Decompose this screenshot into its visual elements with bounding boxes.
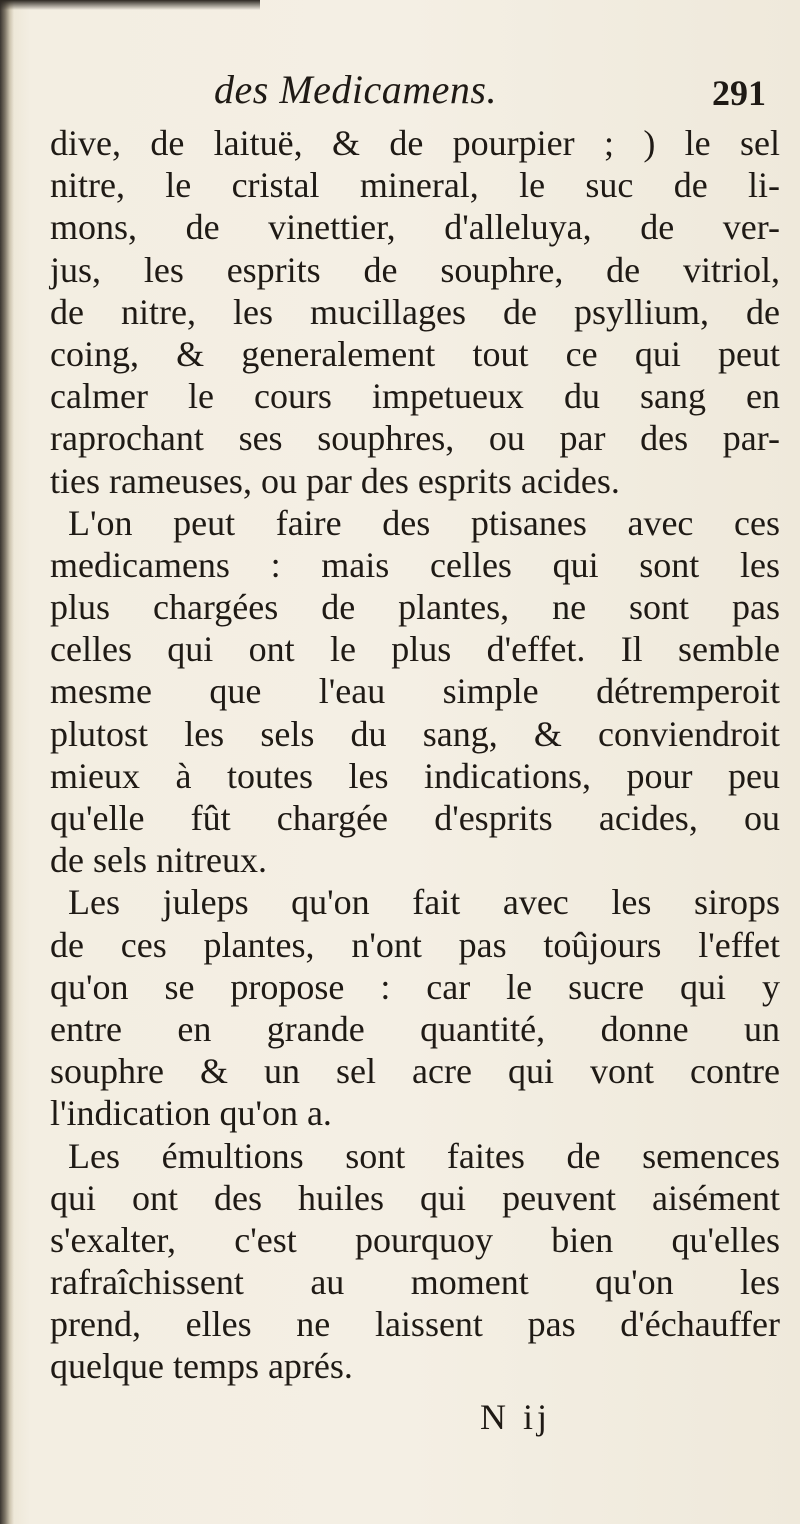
text-line: mieux à toutes les indications, pour peu: [50, 755, 780, 796]
text-line: rafraîchissent au moment qu'on les: [50, 1262, 780, 1303]
text-line: qui ont des huiles qui peuvent aisément: [50, 1177, 780, 1218]
text-line: prend, elles ne laissent pas d'échauffer: [50, 1304, 780, 1345]
text-line: plutost les sels du sang, & conviendroit: [50, 713, 780, 754]
text-line: coing, & generalement tout ce qui peut: [50, 333, 780, 374]
running-title: des Medicamens.: [214, 67, 497, 112]
text-line: ties rameuses, ou par des esprits acides.: [50, 460, 620, 501]
binding-edge: [0, 0, 14, 1524]
text-line: plus chargées de plantes, ne sont pas: [50, 587, 780, 628]
text-line: qu'elle fût chargée d'esprits acides, ou: [50, 798, 780, 838]
text-line: nitre, le cristal mineral, le suc de li-: [50, 165, 780, 206]
text-line: Les émultions sont faites de semences: [68, 1135, 780, 1176]
text-line: de sels nitreux.: [50, 840, 267, 881]
text-line: quelque temps aprés.: [50, 1346, 353, 1387]
text-line: mesme que l'eau simple détremperoit: [50, 671, 780, 712]
text-line: dive, de laituë, & de pourpier ; ) le sel: [50, 123, 780, 163]
text-line: medicamens : mais celles qui sont les: [50, 544, 780, 585]
text-line: qu'on se propose : car le sucre qui y: [50, 966, 780, 1007]
text-line: jus, les esprits de souphre, de vitriol,: [50, 249, 780, 290]
text-line: s'exalter, c'est pourquoy bien qu'elles: [50, 1219, 780, 1260]
signature-mark: N ij: [480, 1397, 552, 1437]
text-line: mons, de vinettier, d'alleluya, de ver-: [50, 207, 780, 248]
text-line: entre en grande quantité, donne un: [50, 1008, 780, 1049]
text-line: celles qui ont le plus d'effet. Il semble: [50, 629, 780, 670]
text-line: Les juleps qu'on fait avec les sirops: [68, 882, 780, 923]
text-block: [50, 122, 780, 1388]
text-line: souphre & un sel acre qui vont contre: [50, 1051, 780, 1092]
text-line: L'on peut faire des ptisanes avec ces: [68, 502, 780, 543]
text-line: calmer le cours impetueux du sang en: [50, 376, 780, 417]
running-head: [0, 66, 800, 116]
page-number: 291: [712, 73, 766, 113]
text-line: l'indication qu'on a.: [50, 1093, 332, 1134]
text-line: de ces plantes, n'ont pas toûjours l'effet: [50, 924, 780, 965]
top-shadow: [0, 0, 260, 10]
text-line: de nitre, les mucillages de psyllium, de: [50, 291, 780, 332]
text-line: raprochant ses souphres, ou par des par-: [50, 418, 780, 459]
